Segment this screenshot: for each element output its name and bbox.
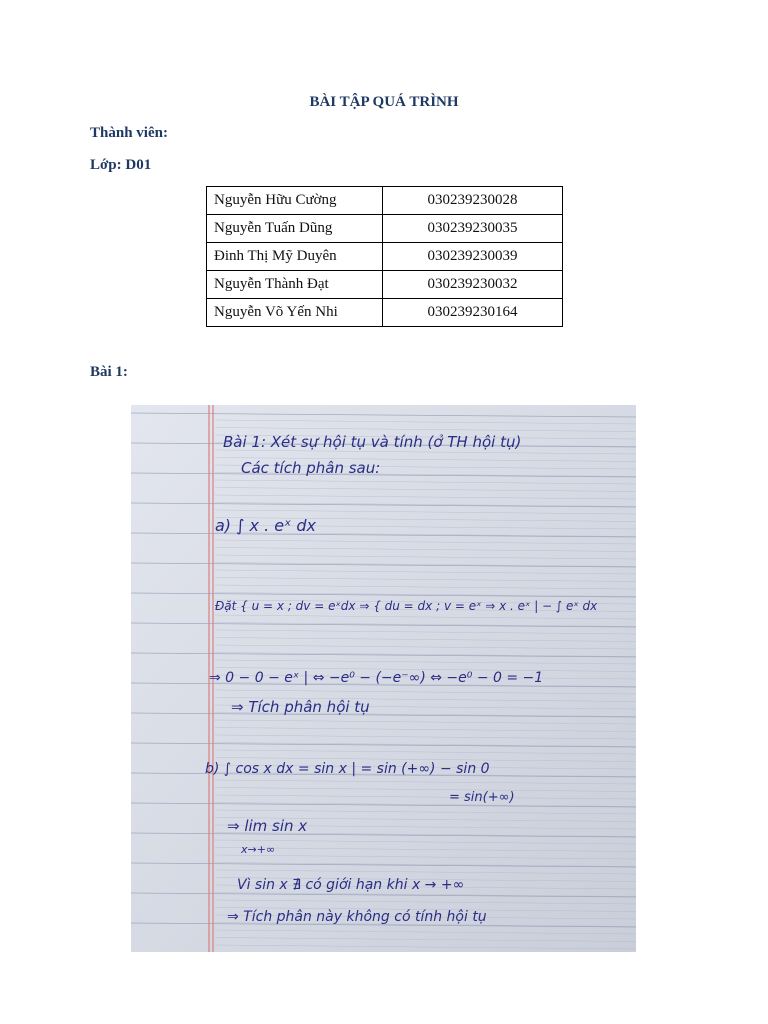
member-id: 030239230164: [383, 299, 563, 327]
table-row: [207, 187, 563, 215]
hw-line: a) ∫ x . eˣ dx: [215, 516, 316, 535]
member-id: 030239230032: [383, 271, 563, 299]
member-id: 030239230039: [383, 243, 563, 271]
hw-line: ⇒ lim sin x: [227, 817, 308, 835]
members-table: [206, 186, 563, 327]
table-row: [207, 243, 563, 271]
document-title: BÀI TẬP QUÁ TRÌNH: [309, 94, 459, 110]
class-label: Lớp: D01: [90, 157, 152, 173]
members-label: Thành viên:: [90, 125, 168, 141]
hw-line: Đặt { u = x ; dv = eˣdx ⇒ { du = dx ; v = eˣ ⇒ x . eˣ | − ∫ eˣ dx: [215, 599, 598, 613]
member-name: Đinh Thị Mỹ Duyên: [207, 243, 383, 271]
handwritten-solution-photo: [131, 405, 636, 952]
member-name: Nguyễn Tuấn Dũng: [207, 215, 383, 243]
hw-line: ⇒ Tích phân hội tụ: [231, 698, 370, 716]
hw-line: b) ∫ cos x dx = sin x | = sin (+∞) − sin 0: [205, 761, 490, 777]
table-row: [207, 299, 563, 327]
hw-line: Bài 1: Xét sự hội tụ và tính (ở TH hội tụ): [223, 433, 522, 451]
member-name: Nguyễn Võ Yến Nhi: [207, 299, 383, 327]
notebook-page: [131, 405, 636, 952]
member-name: Nguyễn Thành Đạt: [207, 271, 383, 299]
hw-line: x→+∞: [241, 843, 276, 856]
hw-line: Các tích phân sau:: [241, 459, 381, 477]
hw-line: ⇒ 0 − 0 − eˣ | ⇔ −e⁰ − (−e⁻∞) ⇔ −e⁰ − 0 = −1: [209, 670, 544, 686]
member-id: 030239230028: [383, 187, 563, 215]
hw-line: ⇒ Tích phân này không có tính hội tụ: [227, 909, 487, 925]
exercise-label: Bài 1:: [90, 364, 128, 380]
table-row: [207, 215, 563, 243]
member-id: 030239230035: [383, 215, 563, 243]
hw-line: Vì sin x ∄ có giới hạn khi x → +∞: [237, 877, 465, 893]
hw-line: = sin(+∞): [449, 790, 515, 805]
table-row: [207, 271, 563, 299]
member-name: Nguyễn Hữu Cường: [207, 187, 383, 215]
